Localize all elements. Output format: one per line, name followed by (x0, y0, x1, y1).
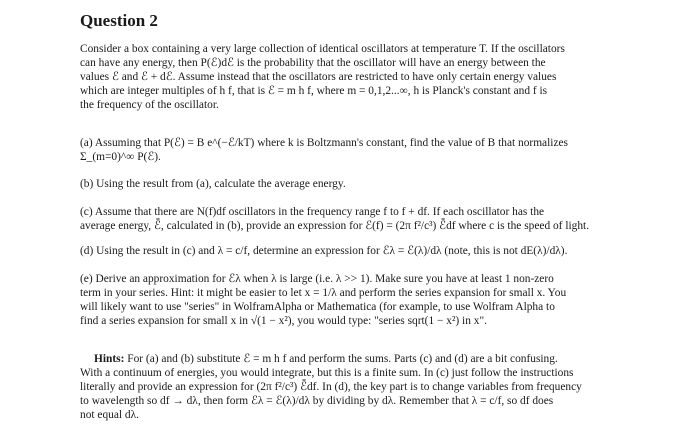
part-c-line: (c) Assume that there are N(f)df oscillators in the frequency range f to f + df. If each oscillator has the (80, 206, 545, 218)
hints-line: not equal dλ. (80, 409, 139, 421)
part-a-line: (a) Assuming that P(ℰ) = B e^(−ℰ/kT) where k is Boltzmann's constant, find the value of B that normalizes (80, 137, 568, 149)
part-a-line: Σ_(m=0)^∞ P(ℰ). (80, 151, 161, 163)
hints-line: literally and provide an expression for (2π f²/c³) ℰ̄df. In (d), the key part is to change variables from frequency (80, 381, 582, 393)
question-title: Question 2 (80, 11, 158, 30)
intro-line: Consider a box containing a very large collection of identical oscillators at temperature T. If the oscillators (80, 43, 565, 55)
part-e-line: find a series expansion for small x in √(1 − x²), you would type: "series sqrt(1 − x²) in x". (80, 315, 487, 327)
intro-line: values ℰ and ℰ + dℰ. Assume instead that the oscillators are restricted to have only certain energy values (80, 71, 557, 83)
hints-line: With a continuum of energies, you would integrate, but this is a finite sum. In (c) just follow the instructions (80, 367, 574, 379)
part-e-line: will likely want to use "series" in WolframAlpha or Mathematica (for example, to use Wolfram Alpha to (80, 301, 555, 313)
intro-line: can have any energy, then P(ℰ)dℰ is the probability that the oscillator will have an energy between the (80, 57, 546, 69)
intro-line: the frequency of the oscillator. (80, 99, 219, 111)
part-d-line: (d) Using the result in (c) and λ = c/f, determine an expression for ℰλ = ℰ(λ)/dλ (note, this is not dE(λ)/dλ). (80, 245, 568, 257)
part-e-line: term in your series. Hint: it might be easier to let x = 1/λ and perform the series expansion for small x. You (80, 287, 567, 299)
hints-text: For (a) and (b) substitute ℰ = m h f and perform the sums. Parts (c) and (d) are a bit confusing. (124, 353, 558, 365)
hints-line: to wavelength so df → dλ, then form ℰλ = ℰ(λ)/dλ by dividing by dλ. Remember that λ = c/f, so df does (80, 395, 554, 407)
part-e-line: (e) Derive an approximation for ℰλ when λ is large (i.e. λ >> 1). Make sure you have at least 1 non-zero (80, 273, 554, 285)
part-b-line: (b) Using the result from (a), calculate the average energy. (80, 178, 346, 190)
intro-line: which are integer multiples of h f, that is ℰ = m h f, where m = 0,1,2...∞, h is Planck's constant and f is (80, 85, 548, 97)
hints-first-line (94, 352, 620, 366)
part-c-line: average energy, ℰ̄, calculated in (b), provide an expression for ℰ(f) = (2π f²/c³) ℰ̄df where c is the speed of light. (80, 220, 590, 232)
hints-label: Hints: (94, 353, 125, 365)
